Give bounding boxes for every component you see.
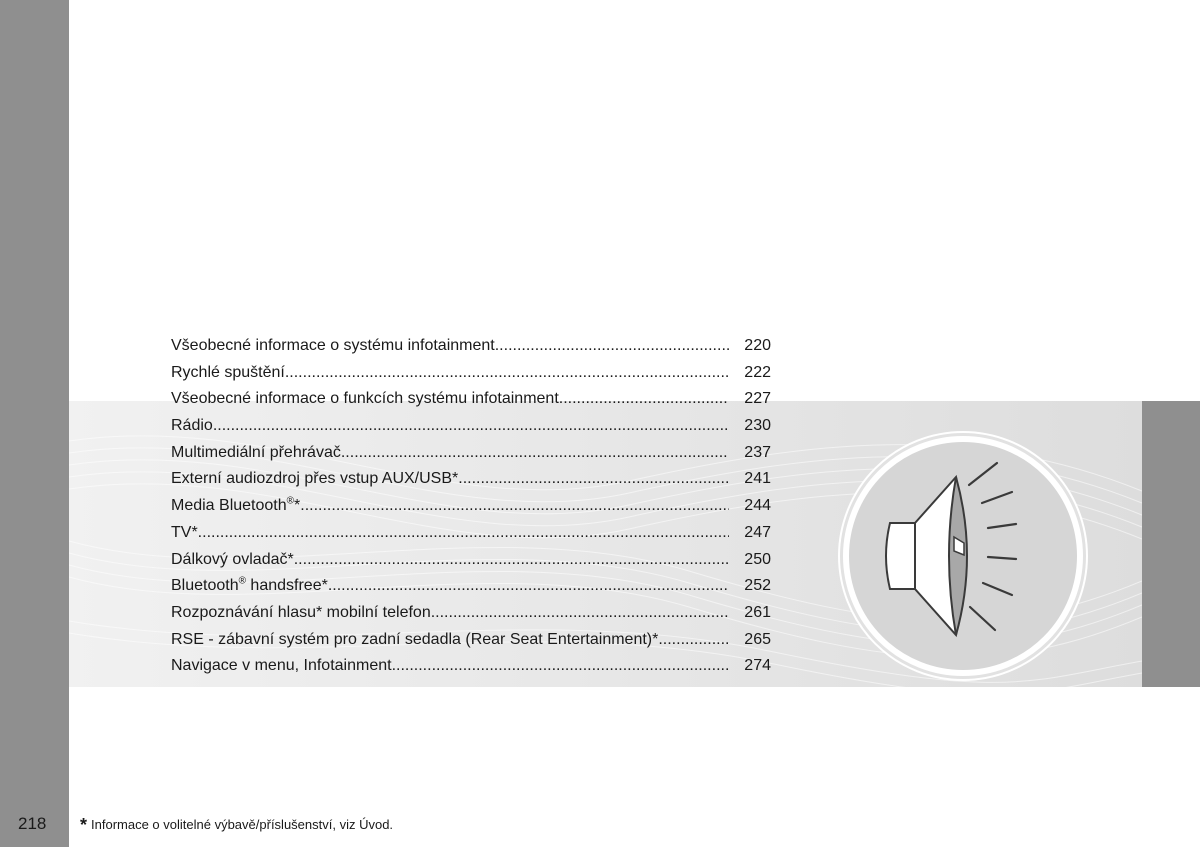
toc-leader-dots: [213, 413, 729, 440]
toc-item-page: 244: [744, 497, 771, 515]
toc-leader-dots: [431, 600, 729, 627]
toc-item-title: Dálkový ovladač*: [171, 550, 294, 568]
toc-item-page: 230: [744, 417, 771, 435]
footnote-text: Informace o volitelné výbavě/příslušenství, viz Úvod.: [91, 817, 394, 832]
toc-item-page: 241: [744, 470, 771, 488]
toc-item-title: Všeobecné informace o funkcích systému infotainment: [171, 390, 559, 408]
toc-item-suffix: handsfree*: [245, 577, 328, 595]
toc-item-title: Externí audiozdroj přes vstup AUX/USB*: [171, 470, 459, 488]
table-of-contents: [171, 333, 771, 680]
toc-leader-dots: [392, 653, 729, 680]
toc-leader-dots: [559, 386, 729, 413]
toc-leader-dots: [328, 573, 729, 600]
toc-item-title: TV*: [171, 523, 198, 541]
toc-item-page: 247: [744, 523, 771, 541]
toc-item-title: RSE - zábavní systém pro zadní sedadla (Rear Seat Entertainment)*: [171, 630, 659, 648]
toc-item-page: 220: [744, 337, 771, 354]
toc-item-sup: ®: [286, 495, 295, 507]
toc-item[interactable]: [171, 600, 771, 627]
toc-leader-dots: [341, 440, 729, 467]
toc-item-page: 222: [744, 363, 771, 381]
speaker-icon: [838, 431, 1088, 681]
toc-item-title: Rádio: [171, 417, 213, 435]
toc-item-title: Všeobecné informace o systému infotainment: [171, 337, 495, 354]
toc-item[interactable]: [171, 466, 771, 493]
toc-leader-dots: [458, 466, 729, 493]
toc-item[interactable]: [171, 520, 771, 547]
toc-item-title: Rychlé spuštění: [171, 363, 285, 381]
toc-item-suffix: *: [294, 497, 301, 515]
toc-item[interactable]: [171, 653, 771, 680]
toc-item[interactable]: [171, 627, 771, 654]
toc-item-title: Media Bluetooth: [171, 497, 287, 515]
toc-item[interactable]: [171, 386, 771, 413]
toc-item[interactable]: [171, 573, 771, 600]
left-margin-strip: [0, 0, 69, 847]
toc-item-title: Bluetooth: [171, 577, 239, 595]
toc-item-page: 265: [744, 630, 771, 648]
toc-leader-dots: [198, 520, 729, 547]
chapter-tab: [1142, 401, 1200, 687]
toc-leader-dots: [294, 547, 729, 574]
toc-item-title: Rozpoznávání hlasu* mobilní telefon: [171, 603, 431, 621]
toc-item-page: 274: [744, 657, 771, 675]
footnote-star: *: [80, 815, 88, 835]
toc-item[interactable]: [171, 360, 771, 387]
toc-item[interactable]: [171, 493, 771, 520]
toc-item-title: Navigace v menu, Infotainment: [171, 657, 392, 675]
toc-leader-dots: [658, 627, 729, 654]
footnote: [80, 815, 393, 836]
toc-item-page: 237: [744, 443, 771, 461]
toc-leader-dots: [495, 333, 729, 360]
toc-item[interactable]: [171, 333, 771, 360]
toc-item-page: 250: [744, 550, 771, 568]
toc-leader-dots: [285, 360, 729, 387]
toc-item-page: 261: [744, 603, 771, 621]
toc-item[interactable]: [171, 440, 771, 467]
toc-leader-dots: [300, 493, 729, 520]
toc-item-sup: ®: [238, 575, 246, 587]
toc-item-page: 252: [744, 577, 771, 595]
toc-item[interactable]: [171, 413, 771, 440]
toc-item-page: 227: [744, 390, 771, 408]
page-number: 218: [18, 814, 47, 833]
toc-item-title: Multimediální přehrávač: [171, 443, 341, 461]
toc-item[interactable]: [171, 547, 771, 574]
